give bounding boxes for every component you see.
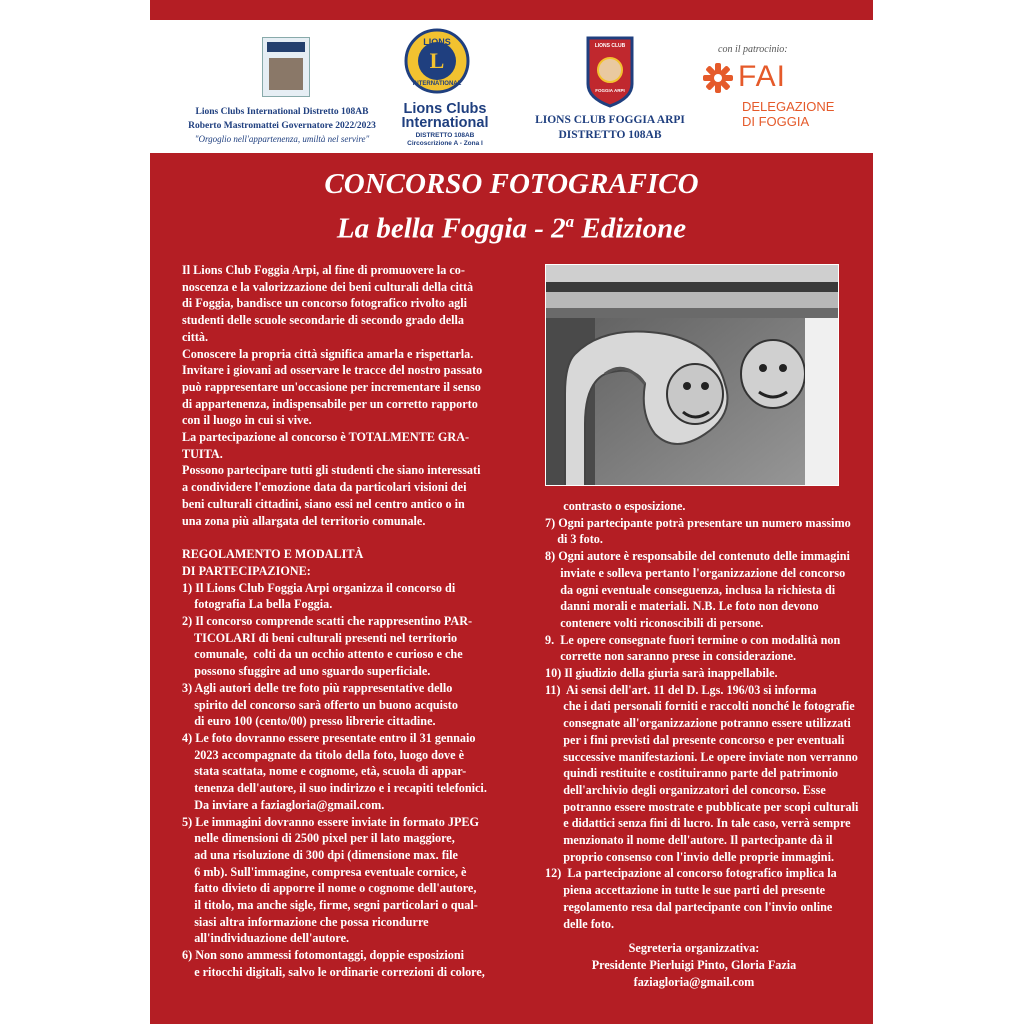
lci-name-line-1: Lions Clubs <box>403 101 487 117</box>
rule-line: 4) Le foto dovranno essere presentate entro il 31 gennaio <box>182 730 476 745</box>
intro-line: TUITA. <box>182 446 223 461</box>
secretariat-line: Segreteria organizzativa: <box>628 941 760 956</box>
rule-line: da ogni eventuale conseguenza, inclusa la richiesta di <box>545 582 836 597</box>
rule-line: Da inviare a faziagloria@gmail.com. <box>182 797 385 812</box>
intro-line: a condividere l'emozione data da particolari visioni dei <box>182 480 467 495</box>
rule-line: 5) Le immagini dovranno essere inviate in formato JPEG <box>182 814 479 829</box>
rule-line: comunale, colti da un occhio attento e curioso e che <box>182 647 463 662</box>
lci-name-line-2: International <box>401 115 489 131</box>
club-name-line-1: LIONS CLUB FOGGIA ARPI <box>535 114 685 126</box>
lions-emblem-top-text: LIONS <box>423 37 451 47</box>
rule-line: 11) Ai sensi dell'art. 11 del D. Lgs. 196/03 si informa <box>545 682 817 697</box>
svg-text:L: L <box>429 48 445 73</box>
rule-line: corrette non saranno prese in considerazione. <box>545 649 797 664</box>
rule-line: ad una risoluzione di 300 dpi (dimensione max. file <box>182 847 458 862</box>
intro-line: Possono partecipare tutti gli studenti che siano interessati <box>182 463 481 478</box>
rule-line: inviate e solleva pertanto l'organizzazione del concorso <box>545 565 846 580</box>
rule-line: 12) La partecipazione al concorso fotografico implica la <box>545 866 837 881</box>
intro-line: città. <box>182 329 209 344</box>
patronage-label: con il patrocinio: <box>718 44 788 55</box>
rule-line: successive manifestazioni. Le opere inviate non verranno <box>545 749 858 764</box>
club-shield-bottom-text: FOGGIA ARPI <box>595 88 625 93</box>
lci-circoscrizione: Circoscrizione A - Zona I <box>407 140 483 147</box>
district-motto: "Orgoglio nell'appartenenza, umiltà nel servire" <box>194 134 370 144</box>
rule-line: menzionato il nome dell'autore. Il partecipante dà il <box>545 833 833 848</box>
secretariat-block <box>545 940 843 990</box>
rule-line: regolamento resa dal partecipante con l'invio online <box>545 899 833 914</box>
rule-line: tenenza dell'autore, il suo indirizzo e i recapiti telefonici. <box>182 781 487 796</box>
district-line-1: Lions Clubs International Distretto 108AB <box>195 107 369 117</box>
poster-subtitle <box>150 212 873 246</box>
fai-delegation-line-2: DI FOGGIA <box>742 114 810 129</box>
rule-line: dell'archivio degli organizzatori del concorso. Esse <box>545 782 826 797</box>
poster <box>150 0 873 1024</box>
fai-wordmark: FAI <box>738 60 787 93</box>
intro-line: può rappresentare un'occasione per incrementare il senso <box>182 379 481 394</box>
intro-line: beni culturali cittadini, siano essi nel centro antico o in <box>182 496 465 511</box>
left-column <box>182 262 487 981</box>
subtitle-sup: a <box>565 212 575 231</box>
intro-line: una zona più allargata del territorio comunale. <box>182 513 426 528</box>
lions-emblem-bottom-text: INTERNATIONAL <box>412 81 462 87</box>
rule-line: 6) Non sono ammessi fotomontaggi, doppie esposizioni <box>182 948 465 963</box>
rule-line: per i fini previsti dal presente concorso e per eventuali <box>545 732 845 747</box>
carved-stone-lion-photo <box>545 264 839 486</box>
rule-line: 3) Agli autori delle tre foto più rappresentative dello <box>182 680 453 695</box>
rule-line: quindi restituite e costituiranno parte del patrimonio <box>545 766 838 781</box>
rule-line: contrasto o esposizione. <box>545 499 686 513</box>
intro-line: Invitare i giovani ad osservare le tracce del nostro passato <box>182 363 483 378</box>
rules-right-list <box>545 498 859 932</box>
rule-line: 10) Il giudizio della giuria sarà inappellabile. <box>545 666 778 681</box>
rules-heading-line: DI PARTECIPAZIONE: <box>182 563 311 578</box>
rule-line: di 3 foto. <box>545 532 603 547</box>
top-band <box>150 0 873 20</box>
rule-line: 6 mb). Sull'immagine, compresa eventuale cornice, è <box>182 864 467 879</box>
rule-line: danni morali e materiali. N.B. Le foto non devono <box>545 599 819 614</box>
rule-line: piena accettazione in tutte le sue parti del presente <box>545 883 826 898</box>
rule-line: 2) Il concorso comprende scatti che rappresentino PAR- <box>182 614 473 629</box>
rule-line: spirito del concorso sarà offerto un buono acquisto <box>182 697 458 712</box>
rule-line: e didattici senza fini di lucro. In tale caso, verrà sempre <box>545 816 851 831</box>
poster-title: CONCORSO FOTOGRAFICO <box>324 168 699 200</box>
subtitle-end: Edizione <box>574 212 687 245</box>
rules-heading <box>182 546 487 579</box>
rule-line: consegnate all'organizzazione potranno essere utilizzati <box>545 716 851 731</box>
rule-line: all'individuazione dell'autore. <box>182 931 350 946</box>
lci-district: DISTRETTO 108AB <box>415 132 475 139</box>
right-column <box>545 498 859 990</box>
intro-line: noscenza e la valorizzazione dei beni culturali della città <box>182 279 474 294</box>
intro-line: Il Lions Club Foggia Arpi, al fine di promuovere la co- <box>182 263 465 277</box>
rules-heading-line: REGOLAMENTO E MODALITÀ <box>182 547 364 562</box>
logo-header <box>150 20 873 153</box>
rule-line: contenere volti riconoscibili di persone. <box>545 615 764 630</box>
rule-line: che i dati personali forniti e raccolti nonché le fotografie <box>545 699 855 714</box>
intro-paragraph <box>182 262 487 529</box>
secretariat-line: Presidente Pierluigi Pinto, Gloria Fazia <box>591 957 797 972</box>
intro-line: La partecipazione al concorso è TOTALMENTE GRA- <box>182 430 470 445</box>
club-shield-top-text: LIONS CLUB <box>594 43 626 49</box>
rule-line: 1) Il Lions Club Foggia Arpi organizza il concorso di <box>182 580 456 595</box>
rule-line: il titolo, ma anche sigle, firme, segni particolari o qual- <box>182 898 478 913</box>
intro-line: studenti delle scuole secondarie di secondo grado della <box>182 313 465 328</box>
rule-line: delle foto. <box>545 916 615 931</box>
rule-line: stata scattata, nome e cognome, età, scuola di appar- <box>182 764 467 779</box>
rule-line: 8) Ogni autore è responsabile del contenuto delle immagini <box>545 549 850 564</box>
rules-left-list <box>182 580 487 981</box>
rule-line: TICOLARI di beni culturali presenti nel territorio <box>182 630 458 645</box>
lions-emblem-icon <box>404 28 470 94</box>
rule-line: fatto divieto di apporre il nome o cognome dell'autore, <box>182 881 477 896</box>
district-emblem-icon <box>262 37 310 97</box>
fai-delegation-line-1: DELEGAZIONE <box>742 99 835 114</box>
rule-line: 9. Le opere consegnate fuori termine o con modalità non <box>545 632 841 647</box>
intro-line: con il luogo in cui si vive. <box>182 413 312 428</box>
club-shield-icon <box>586 36 634 108</box>
rule-line: 7) Ogni partecipante potrà presentare un numero massimo <box>545 515 851 530</box>
district-line-2: Roberto Mastromattei Governatore 2022/2023 <box>188 121 376 131</box>
fai-flower-icon <box>702 62 734 94</box>
rule-line: siasi altra informazione che possa ricondurre <box>182 914 429 929</box>
secretariat-line: faziagloria@gmail.com <box>633 974 755 989</box>
rule-line: fotografia La bella Foggia. <box>182 597 333 612</box>
rule-line: nelle dimensioni di 2500 pixel per il lato maggiore, <box>182 831 455 846</box>
rule-line: proprio consenso con l'invio delle proprie immagini. <box>545 849 835 864</box>
rule-line: e ritocchi digitali, salvo le ordinarie correzioni di colore, <box>182 964 485 979</box>
lci-name <box>378 102 512 130</box>
rule-line: possono sfuggire ad uno sguardo superficiale. <box>182 664 431 679</box>
rule-line: 2023 accompagnate da titolo della foto, luogo dove è <box>182 747 464 762</box>
intro-line: di Foggia, bandisce un concorso fotografico rivolto agli <box>182 296 468 311</box>
intro-line: Conoscere la propria città significa amarla e rispettarla. <box>182 346 474 361</box>
club-name-line-2: DISTRETTO 108AB <box>558 129 662 141</box>
intro-line: di appartenenza, indispensabile per un corretto rapporto <box>182 396 478 411</box>
rule-line: potranno essere mostrate e pubblicate per scopi culturali <box>545 799 859 814</box>
rule-line: di euro 100 (cento/00) presso librerie cittadine. <box>182 714 436 729</box>
subtitle-main: La bella Foggia - 2 <box>336 212 566 245</box>
